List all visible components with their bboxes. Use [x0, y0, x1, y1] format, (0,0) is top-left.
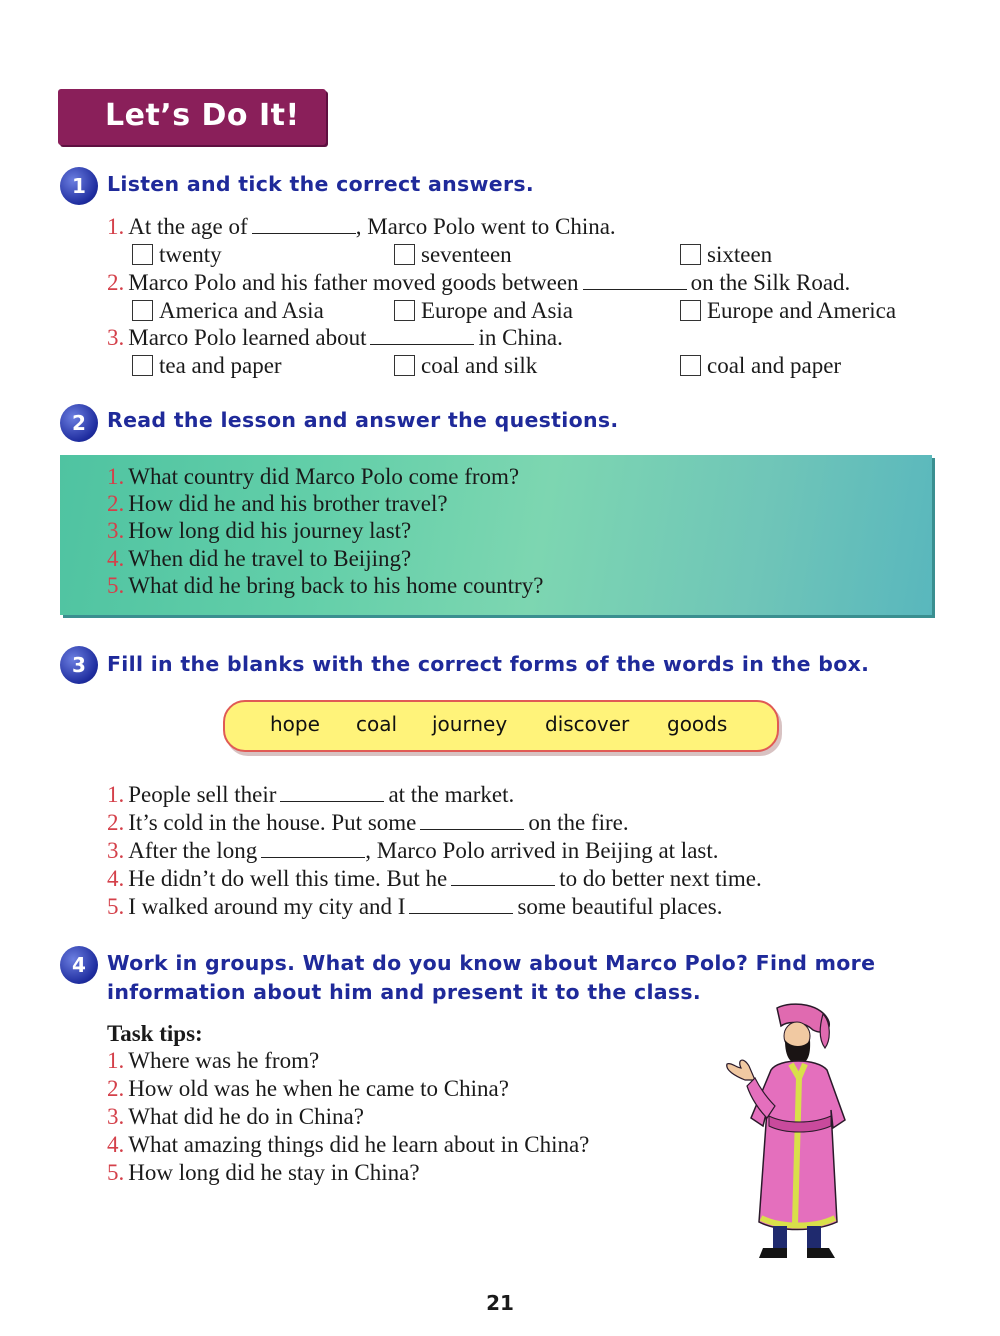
s3-sentence-5: 5. I walked around my city and I some beautiful places.	[107, 894, 723, 919]
checkbox[interactable]	[394, 300, 415, 321]
checkbox[interactable]	[680, 355, 701, 376]
answer-blank[interactable]	[370, 326, 474, 345]
s1-q3-option-a[interactable]: tea and paper	[132, 353, 282, 379]
s1-question-2: 2. Marco Polo and his father moved goods between on the Silk Road.	[107, 270, 851, 295]
section-2-number: 2	[60, 404, 98, 442]
section-1-title: Listen and tick the correct answers.	[107, 172, 534, 196]
checkbox[interactable]	[394, 244, 415, 265]
word-item: coal	[356, 712, 398, 736]
checkbox[interactable]	[132, 244, 153, 265]
answer-blank[interactable]	[409, 895, 513, 914]
section-4-title-line-1: Work in groups. What do you know about Marco Polo? Find more	[107, 951, 876, 975]
s1-q3-option-c[interactable]: coal and paper	[680, 353, 841, 379]
section-4-number: 4	[60, 946, 98, 984]
page-number: 21	[486, 1291, 514, 1315]
task-tip-4: 4. What amazing things did he learn about in China?	[107, 1132, 590, 1157]
s1-q1-option-c[interactable]: sixteen	[680, 242, 772, 268]
s3-sentence-1: 1. People sell their at the market.	[107, 782, 515, 807]
s2-question-4: 4. When did he travel to Beijing?	[107, 546, 412, 571]
answer-blank[interactable]	[583, 271, 687, 290]
s1-question-1: 1. At the age of , Marco Polo went to China.	[107, 214, 616, 239]
word-item: hope	[270, 712, 320, 736]
s3-sentence-4: 4. He didn’t do well this time. But he to do better next time.	[107, 866, 762, 891]
s2-question-3: 3. How long did his journey last?	[107, 518, 412, 543]
section-1-number: 1	[60, 167, 98, 205]
checkbox[interactable]	[394, 355, 415, 376]
checkbox[interactable]	[680, 244, 701, 265]
s1-question-3: 3. Marco Polo learned about in China.	[107, 325, 563, 350]
section-3-number: 3	[60, 646, 98, 684]
checkbox[interactable]	[680, 300, 701, 321]
checkbox[interactable]	[132, 355, 153, 376]
section-3-title: Fill in the blanks with the correct forms of the words in the box.	[107, 652, 870, 676]
answer-blank[interactable]	[261, 839, 365, 858]
task-tip-5: 5. How long did he stay in China?	[107, 1160, 420, 1185]
s1-q3-option-b[interactable]: coal and silk	[394, 353, 537, 379]
word-box	[223, 700, 779, 752]
section-banner	[58, 89, 326, 145]
answer-blank[interactable]	[280, 783, 384, 802]
task-tip-3: 3. What did he do in China?	[107, 1104, 364, 1129]
s1-q2-option-a[interactable]: America and Asia	[132, 298, 324, 324]
checkbox[interactable]	[132, 300, 153, 321]
word-item: discover	[545, 712, 630, 736]
task-tips-label: Task tips:	[107, 1021, 203, 1046]
s1-q2-option-b[interactable]: Europe and Asia	[394, 298, 573, 324]
s3-sentence-2: 2. It’s cold in the house. Put some on the fire.	[107, 810, 629, 835]
answer-blank[interactable]	[420, 811, 524, 830]
s1-q1-option-a[interactable]: twenty	[132, 242, 222, 268]
answer-blank[interactable]	[451, 867, 555, 886]
answer-blank[interactable]	[252, 215, 356, 234]
task-tip-1: 1. Where was he from?	[107, 1048, 320, 1073]
word-item: journey	[432, 712, 508, 736]
s1-q2-option-c[interactable]: Europe and America	[680, 298, 896, 324]
word-item: goods	[667, 712, 728, 736]
s2-question-5: 5. What did he bring back to his home country?	[107, 573, 544, 598]
task-tip-2: 2. How old was he when he came to China?	[107, 1076, 509, 1101]
section-4-title-line-2: information about him and present it to the class.	[107, 980, 701, 1004]
s3-sentence-3: 3. After the long , Marco Polo arrived in Beijing at last.	[107, 838, 719, 863]
s2-question-1: 1. What country did Marco Polo come from?	[107, 464, 520, 489]
s2-question-2: 2. How did he and his brother travel?	[107, 491, 448, 516]
banner-title: Let’s Do It!	[105, 98, 300, 133]
section-2-title: Read the lesson and answer the questions.	[107, 408, 619, 432]
marco-polo-illustration	[715, 1000, 865, 1262]
s1-q1-option-b[interactable]: seventeen	[394, 242, 512, 268]
